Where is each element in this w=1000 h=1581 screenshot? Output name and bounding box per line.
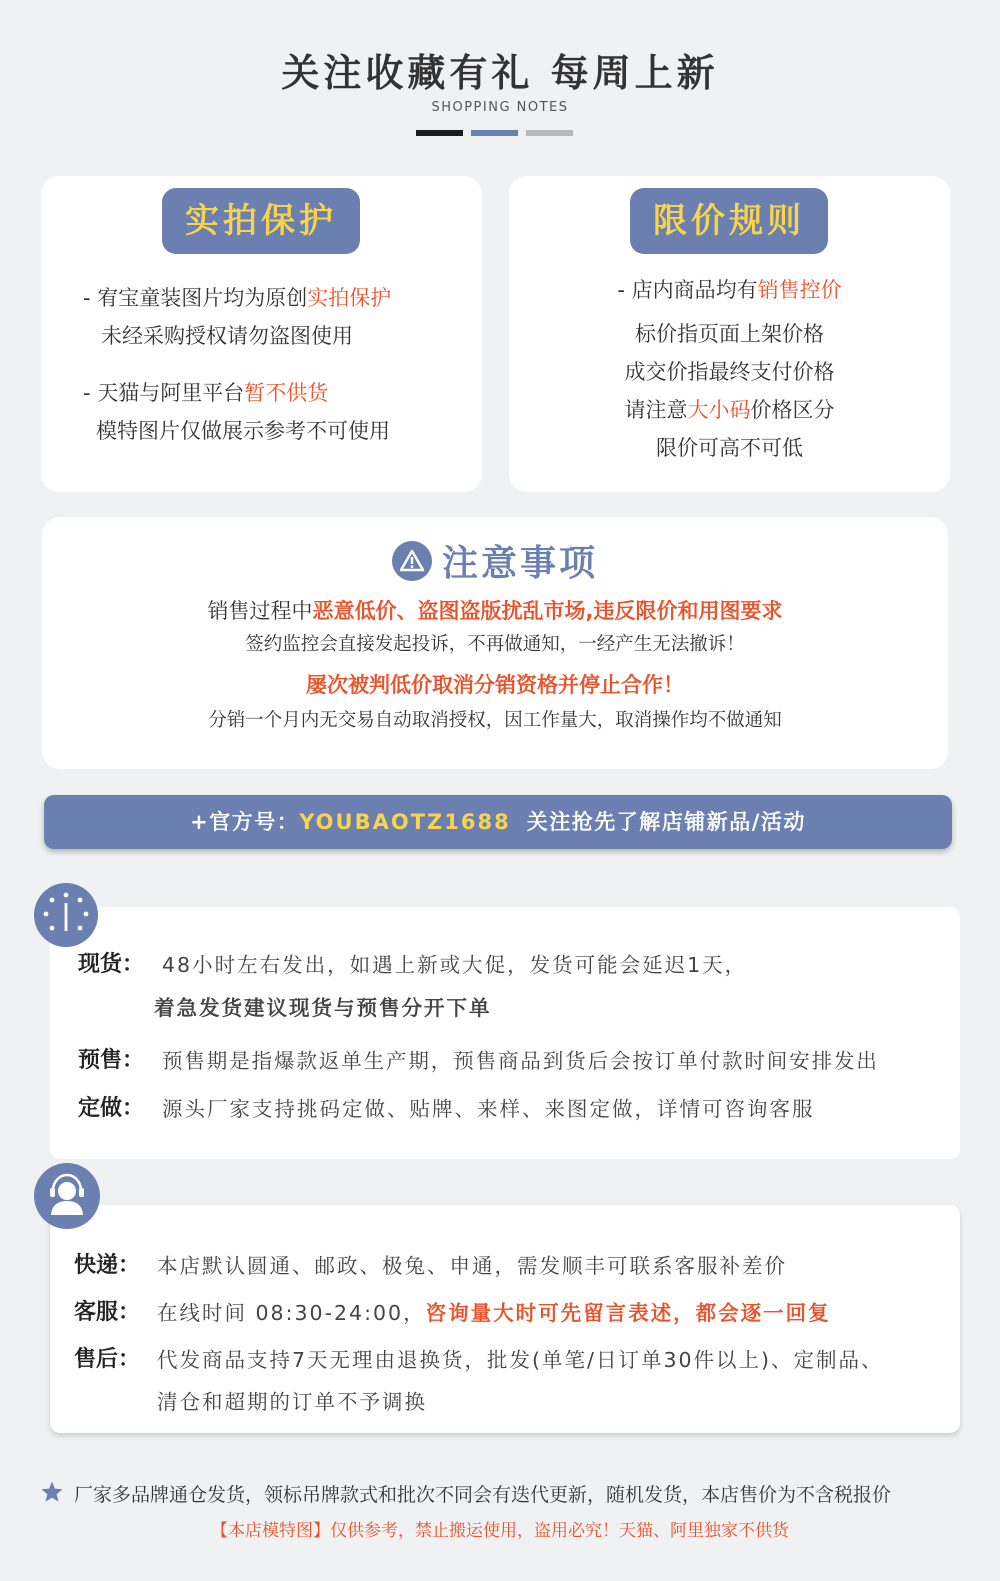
photo-protection-card <box>41 176 482 492</box>
page-subtitle: SHOPPING NOTES <box>431 100 569 115</box>
footer-line-2: 【本店模特图】仅供参考，禁止搬运使用，盗用必究！天猫、阿里独家不供货 <box>211 1521 789 1541</box>
price-line-5: 限价可高不可低 <box>656 436 803 460</box>
price-line-4: 请注意大小码价格区分 <box>624 398 835 422</box>
divider-bar-black <box>416 130 463 136</box>
photo-line-4: 模特图片仅做展示参考不可使用 <box>96 419 390 443</box>
stock-emph: 着急发货建议现货与预售分开下单 <box>154 996 492 1020</box>
notice-heading-row <box>42 535 948 586</box>
notice-heading: 注意事项 <box>441 543 598 584</box>
after-sales-text-2: 清仓和超期的订单不予调换 <box>157 1390 427 1414</box>
divider-bar-blue <box>471 130 518 136</box>
title-divider-bars <box>416 130 573 136</box>
banner-code: YOUBAOTZ1688 <box>299 810 511 834</box>
banner-prefix: +官方号： <box>190 810 300 834</box>
headset-icon <box>34 1163 100 1229</box>
banner-suffix: 关注抢先了解店铺新品/活动 <box>526 810 806 834</box>
custom-text: 源头厂家支持挑码定做、贴牌、来样、来图定做，详情可咨询客服 <box>162 1097 815 1121</box>
footer-line-1: 厂家多品牌通仓发货，领标吊牌款式和批次不同会有迭代更新，随机发货，本店售价为不含税报价 <box>74 1484 892 1506</box>
stock-label: 现货： <box>78 952 145 977</box>
divider-bar-gray <box>526 130 573 136</box>
photo-line-3-emph: 暂不供货 <box>244 381 329 405</box>
notice-card <box>42 517 948 769</box>
express-label: 快递： <box>74 1253 141 1278</box>
warning-triangle-icon <box>392 541 432 581</box>
price-line-4-emph: 大小码 <box>687 398 751 422</box>
price-line-3: 成交价指最终支付价格 <box>624 360 835 384</box>
cs-label: 客服： <box>74 1300 141 1325</box>
page-title: 关注收藏有礼 每周上新 <box>281 51 719 95</box>
price-line-1: - 店内商品均有销售控价 <box>617 278 842 302</box>
price-line-1-emph: 销售控价 <box>757 278 842 302</box>
photo-line-3: - 天猫与阿里平台暂不供货 <box>83 381 329 405</box>
stock-text: 48小时左右发出，如遇上新或大促，发货可能会延迟1天， <box>162 953 748 977</box>
notice-line-4: 分销一个月内无交易自动取消授权，因工作量大，取消操作均不做通知 <box>208 710 782 731</box>
service-card <box>50 1205 960 1433</box>
presale-text: 预售期是指爆款返单生产期，预售商品到货后会按订单付款时间安排发出 <box>162 1049 879 1073</box>
star-icon <box>40 1480 64 1508</box>
express-text: 本店默认圆通、邮政、极兔、申通，需发顺丰可联系客服补差价 <box>157 1254 787 1278</box>
cs-emph: 咨询量大时可先留言表述，都会逐一回复 <box>425 1301 831 1325</box>
photo-protection-heading: 实拍保护 <box>162 188 360 254</box>
after-sales-label: 售后： <box>74 1347 141 1372</box>
official-account-banner[interactable] <box>44 795 952 849</box>
after-sales-text-1: 代发商品支持7天无理由退换货，批发(单笔/日订单30件以上)、定制品、 <box>157 1348 884 1372</box>
notice-line-3: 屡次被判低价取消分销资格并停止合作！ <box>306 673 684 697</box>
cs-text: 在线时间 08:30-24:00，咨询量大时可先留言表述，都会逐一回复 <box>157 1301 831 1325</box>
custom-label: 定做： <box>78 1096 145 1121</box>
photo-line-2: 未经采购授权请勿盗图使用 <box>101 324 353 348</box>
clock-icon <box>34 883 98 947</box>
presale-label: 预售： <box>78 1048 145 1073</box>
price-rule-heading: 限价规则 <box>630 188 828 254</box>
photo-line-1: - 宥宝童装图片均为原创实拍保护 <box>83 286 392 310</box>
price-line-2: 标价指页面上架价格 <box>635 322 824 346</box>
notice-line-1: 销售过程中恶意低价、盗图盗版扰乱市场,违反限价和用图要求 <box>207 599 783 623</box>
notice-line-2: 签约监控会直接发起投诉，不再做通知，一经产生无法撤诉！ <box>245 634 745 655</box>
photo-line-1-emph: 实拍保护 <box>307 286 392 310</box>
price-rule-card <box>509 176 950 492</box>
notice-line-1-emph: 恶意低价、盗图盗版扰乱市场,违反限价和用图要求 <box>312 599 783 623</box>
